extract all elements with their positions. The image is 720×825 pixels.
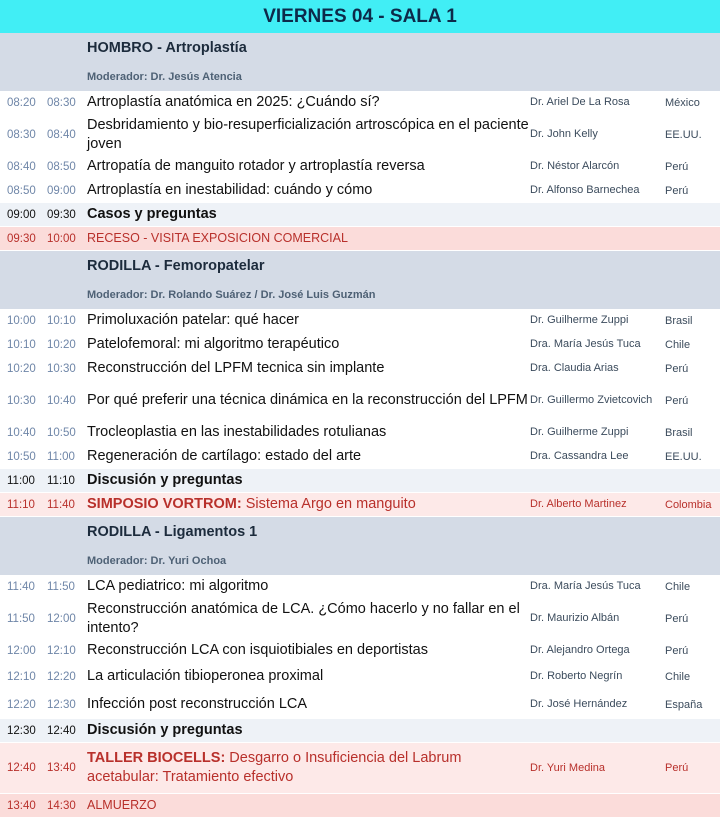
end-time: 08:40 — [47, 128, 76, 141]
country: Perú — [665, 762, 689, 774]
start-time: 09:00 — [7, 208, 36, 221]
start-time: 08:40 — [7, 160, 36, 173]
start-time: 10:50 — [7, 450, 36, 463]
schedule-row-break — [0, 227, 720, 251]
end-time: 10:10 — [47, 314, 76, 327]
schedule-row-discussion — [0, 469, 720, 493]
speaker: Dr. Guilherme Zuppi — [530, 426, 629, 438]
schedule-row — [0, 357, 720, 381]
talk-title: Primoluxación patelar: qué hacer — [87, 312, 299, 328]
start-time: 10:20 — [7, 362, 36, 375]
start-time: 10:40 — [7, 426, 36, 439]
section-hombro — [0, 33, 720, 91]
talk-title: Artroplastía en inestabilidad: cuándo y cómo — [87, 182, 373, 198]
schedule-row — [0, 333, 720, 357]
talk-title: Regeneración de cartílago: estado del arte — [87, 448, 362, 464]
schedule-row — [0, 381, 720, 421]
schedule-row — [0, 599, 720, 639]
country: Chile — [665, 670, 691, 683]
talk-title: Reconstrucción anatómica de LCA. ¿Cómo hacerlo y no fallar en el intento? — [87, 600, 520, 636]
section-rodilla-femoropatelar — [0, 251, 720, 309]
talk-title: Patelofemoral: mi algoritmo terapéutico — [87, 336, 340, 352]
country: Perú — [665, 612, 689, 625]
schedule-row — [0, 91, 720, 115]
speaker: Dr. Guilherme Zuppi — [530, 314, 629, 326]
talk-title — [87, 749, 530, 787]
schedule-row-symposium — [0, 493, 720, 517]
schedule-row — [0, 639, 720, 663]
start-time: 12:40 — [7, 762, 36, 774]
start-time: 08:50 — [7, 184, 36, 197]
sponsor-label: SIMPOSIO VORTROM: — [87, 496, 242, 512]
talk-title: Desbridamiento y bio-resuperficialización artroscópica en el paciente joven — [87, 116, 529, 152]
section-rodilla-ligamentos — [0, 517, 720, 575]
speaker: Dra. Cassandra Lee — [530, 450, 629, 462]
country: Brasil — [665, 314, 693, 327]
start-time: 11:40 — [7, 580, 35, 593]
speaker: Dr. Alejandro Ortega — [530, 644, 630, 656]
sponsor-label: TALLER BIOCELLS: — [87, 750, 226, 766]
speaker: Dr. Roberto Negrín — [530, 670, 623, 682]
schedule-row — [0, 575, 720, 599]
start-time: 11:10 — [7, 498, 35, 511]
schedule-row — [0, 663, 720, 691]
speaker: Dra. María Jesús Tuca — [530, 338, 641, 350]
start-time: 11:00 — [7, 474, 35, 487]
start-time: 12:30 — [7, 724, 36, 737]
section-title: HOMBRO - Artroplastía — [87, 40, 247, 56]
start-time: 10:10 — [7, 338, 36, 351]
end-time: 11:50 — [47, 580, 75, 593]
page-title: VIERNES 04 - SALA 1 — [0, 0, 720, 33]
schedule-row — [0, 309, 720, 333]
section-moderator: Moderador: Dr. Rolando Suárez / Dr. José Luis Guzmán — [87, 289, 376, 301]
talk-title — [87, 495, 530, 514]
start-time: 09:30 — [7, 232, 36, 245]
country: Perú — [665, 644, 689, 657]
schedule-row — [0, 445, 720, 469]
talk-title: RECESO - VISITA EXPOSICION COMERCIAL — [87, 231, 348, 245]
country: Brasil — [665, 426, 693, 439]
end-time: 08:30 — [47, 96, 76, 109]
talk-title: Discusión y preguntas — [87, 472, 243, 488]
speaker: Dr. José Hernández — [530, 698, 628, 710]
end-time: 14:30 — [47, 799, 76, 812]
end-time: 12:10 — [47, 644, 76, 657]
end-time: 10:30 — [47, 362, 76, 375]
speaker: Dra. Claudia Arias — [530, 362, 619, 374]
end-time: 11:10 — [47, 474, 75, 487]
talk-title: Trocleoplastia en las inestabilidades rotulianas — [87, 424, 387, 440]
speaker: Dra. María Jesús Tuca — [530, 580, 641, 592]
end-time: 13:40 — [47, 762, 76, 774]
section-moderator: Moderador: Dr. Yuri Ochoa — [87, 555, 227, 567]
schedule-row-lunch — [0, 794, 720, 818]
talk-title: Reconstrucción del LPFM tecnica sin implante — [87, 360, 385, 376]
section-moderator: Moderador: Dr. Jesús Atencia — [87, 71, 242, 83]
end-time: 11:40 — [47, 498, 75, 511]
start-time: 08:30 — [7, 128, 36, 141]
end-time: 10:40 — [47, 394, 76, 407]
speaker: Dr. Alfonso Barnechea — [530, 184, 640, 196]
speaker: Dr. John Kelly — [530, 128, 598, 140]
end-time: 09:30 — [47, 208, 76, 221]
speaker: Dr. Yuri Medina — [530, 761, 606, 774]
end-time: 08:50 — [47, 160, 76, 173]
speaker: Dr. Maurizio Albán — [530, 612, 620, 624]
end-time: 12:40 — [47, 724, 76, 737]
schedule-row — [0, 155, 720, 179]
schedule-row — [0, 421, 720, 445]
start-time: 12:10 — [7, 670, 36, 683]
talk-text: Desgarro o Insuficiencia del Labrum acetabular: Tratamiento efectivo — [87, 750, 462, 785]
talk-title: Infección post reconstrucción LCA — [87, 696, 308, 712]
end-time: 10:20 — [47, 338, 76, 351]
section-title: RODILLA - Ligamentos 1 — [87, 524, 258, 540]
talk-title: Por qué preferir una técnica dinámica en la reconstrucción del LPFM — [87, 392, 528, 408]
start-time: 12:00 — [7, 644, 36, 657]
end-time: 12:30 — [47, 698, 76, 711]
speaker: Dr. Alberto Martinez — [530, 498, 627, 510]
country: España — [665, 698, 703, 711]
talk-title: Casos y preguntas — [87, 206, 217, 222]
country: Perú — [665, 394, 689, 407]
schedule-row — [0, 691, 720, 719]
schedule-row — [0, 179, 720, 203]
end-time: 10:00 — [47, 232, 76, 245]
start-time: 12:20 — [7, 698, 36, 711]
country: Perú — [665, 184, 689, 197]
speaker: Dr. Ariel De La Rosa — [530, 96, 630, 108]
end-time: 11:00 — [47, 450, 75, 463]
talk-text: Sistema Argo en manguito — [241, 496, 416, 512]
section-title: RODILLA - Femoropatelar — [87, 258, 265, 274]
schedule-row-workshop — [0, 743, 720, 794]
country: EE.UU. — [665, 450, 702, 463]
country: EE.UU. — [665, 128, 702, 141]
talk-title: Artroplastía anatómica en 2025: ¿Cuándo sí? — [87, 94, 380, 110]
end-time: 12:00 — [47, 612, 76, 625]
talk-title: LCA pediatrico: mi algoritmo — [87, 578, 269, 594]
country: Chile — [665, 580, 691, 593]
end-time: 12:20 — [47, 670, 76, 683]
speaker: Dr. Guillermo Zvietcovich — [530, 394, 653, 406]
schedule-row-discussion — [0, 203, 720, 227]
talk-title: Artropatía de manguito rotador y artroplastía reversa — [87, 158, 425, 174]
schedule-row — [0, 115, 720, 155]
talk-title: Reconstrucción LCA con isquiotibiales en deportistas — [87, 642, 428, 658]
start-time: 13:40 — [7, 799, 36, 812]
start-time: 10:30 — [7, 394, 36, 407]
end-time: 10:50 — [47, 426, 76, 439]
start-time: 10:00 — [7, 314, 36, 327]
country: Perú — [665, 362, 689, 375]
talk-title: La articulación tibioperonea proximal — [87, 668, 324, 684]
talk-title: ALMUERZO — [87, 798, 157, 812]
speaker: Dr. Néstor Alarcón — [530, 160, 620, 172]
country: Chile — [665, 338, 691, 351]
end-time: 09:00 — [47, 184, 76, 197]
talk-title: Discusión y preguntas — [87, 722, 243, 738]
country: México — [665, 96, 700, 109]
start-time: 08:20 — [7, 96, 36, 109]
country: Colombia — [665, 498, 712, 511]
country: Perú — [665, 160, 689, 173]
start-time: 11:50 — [7, 612, 35, 625]
schedule-row-discussion — [0, 719, 720, 743]
